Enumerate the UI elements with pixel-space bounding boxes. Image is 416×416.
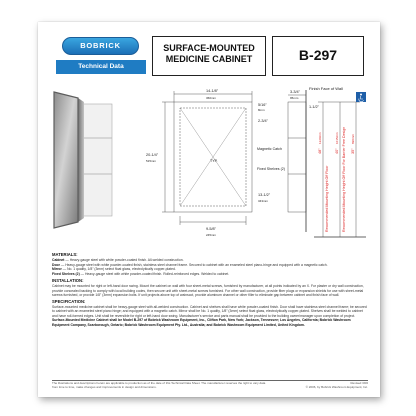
specification-heading: SPECIFICATION: xyxy=(52,298,86,304)
inside-width-mm-label: 245mm xyxy=(206,233,217,237)
materials-heading: MATERIALS: xyxy=(52,251,78,257)
mounting-height-label: Recommended Mounting Height Off Floor xyxy=(325,165,329,232)
height-mm-label: 515mm xyxy=(146,159,157,163)
side-depth-mm-label: 95mm xyxy=(290,96,299,100)
bobrick-logo: BOBRICK xyxy=(62,37,139,55)
magnetic-catch-label: Magnetic Catch xyxy=(257,147,282,151)
side-depth-label: 3-3/4" xyxy=(290,90,301,94)
right-offset-label: 1-1/2" xyxy=(309,105,320,109)
barrier-free-height-label: Recommended Mounting Height Off Floor For Barrier Free Design xyxy=(342,126,346,232)
spec-text xyxy=(52,250,368,327)
height-40-mm-label: 1015mm xyxy=(335,132,339,144)
door-edge xyxy=(78,98,84,222)
height-35-label: 35" xyxy=(351,148,355,154)
inside-height-label: 13-1/2" xyxy=(258,193,271,197)
specification-text: Surface-mounted medicine cabinet shall be heavy-gauge steel with all-welded construction. Cabinet and shelves shall have white powder-coated finish. Door shall have stainless steel channel frame; be secured to cabinet with an enameled steel piano hinge; and equipped with a magnetic catch. Mirror shall be No. 1 quality, 1/8" (3mm) select float glass, electrolytically copper-plated. Shelves shall be welded to cabinet and have roll-formed edges. Unit shall be reversible for right or left-hand door swing. Manufacturer's service and parts manual shall be provided to the building owner/manager upon completion of project. xyxy=(52,304,367,318)
footer-revision xyxy=(298,382,368,389)
material-door: Door — Heavy-gauge steel with white powder-coated finish, stainless steel channel frame. Secured to cabinet with an enameled steel piano-hinge and equipped with a magnetic catch. xyxy=(52,262,328,267)
technical-data-sheet xyxy=(38,22,380,397)
technical-data-label: Technical Data xyxy=(56,60,146,74)
width-label: 14-1/8" xyxy=(206,89,219,93)
mirror-door xyxy=(54,92,78,228)
revision-date: Revised 3/06 xyxy=(350,381,368,385)
copyright: © 2006, by Bobrick Washroom Equipment, Inc. xyxy=(305,384,368,389)
footer-disclaimer: The illustrations and descriptions herein are applicable to production as of the date of this Technical Data Sheet. The manufacturer reserves the right to vary data from time to time, make changes and improvements in design and dimensions. xyxy=(52,381,266,389)
material-shelves: Fixed Shelves (2) — Heavy-gauge steel with white powder-coated finish. Rolled-reinforced edges. Welded to cabinet. xyxy=(52,272,230,277)
height-40-label: 40" xyxy=(335,148,339,154)
typ-label: TYP. xyxy=(210,159,218,163)
title-line-2: MEDICINE CABINET xyxy=(165,54,253,64)
inside-height-mm-label: 343mm xyxy=(258,199,269,203)
brand-block xyxy=(56,36,146,76)
installation-text: Cabinet may be mounted for right or left-hand door swing. Mount the cabinet on wall with four sheet-metal screws, furnished by manufacturer, at all points indicated by an X. For plaster or dry wall construction, provide concealed backing to comply with local building codes, then secure unit with sheet-metal screws furnished. For other wall construction, provide fiber plugs or expansion shields for use with sheet-metal screws furnished, or provide 1/8" (3mm) expansion bolts. If unit projects above top of wainscot, provide aluminum channel or other filler to eliminate gap between cabinet and finish face of wall. xyxy=(52,284,364,297)
material-mirror: Mirror — No. 1 quality, 1/8" (3mm) select float glass, electrolytically copper-plated. xyxy=(52,267,176,272)
width-mm-label: 360mm xyxy=(206,96,217,100)
title-line-1: SURFACE-MOUNTED xyxy=(163,43,255,53)
height-label: 20-1/4" xyxy=(146,153,159,157)
fixed-shelves-label: Fixed Shelves (2) xyxy=(257,167,285,171)
inside-top-label: 2-3/4" xyxy=(258,119,269,123)
inside-width-label: 9-5/8" xyxy=(206,227,217,231)
height-48-label: 48" xyxy=(318,148,322,154)
side-view-outline xyxy=(288,102,306,212)
dimension-drawing xyxy=(118,82,370,242)
installation-heading: INSTALLATION: xyxy=(52,277,84,283)
model-number: B-297 xyxy=(272,36,364,76)
depth-label: 5/16" xyxy=(258,103,267,107)
height-48-mm-label: 1220mm xyxy=(318,132,322,144)
finish-face-label: Finish Face of Wall xyxy=(309,86,343,91)
specification-model-text: Surface-Mounted Medicine Cabinet shall be Model B-297 of Bobrick Washroom Equipment, Inc., Clifton Park, New York; Jackson, Tennessee; Los Angeles, California; Bobrick Washroom Equipment Company, Scarborough, Ontario; Bobrick Washroom Equipment Pty. Ltd., Australia; and Bobrick Washroom Equipment Limited, United Kingdom. xyxy=(52,318,351,327)
material-cabinet: Cabinet — Heavy-gauge steel with white powder-coated finish. All-welded construction. xyxy=(52,257,184,262)
cabinet-interior xyxy=(82,104,112,216)
height-35-mm-label: 890mm xyxy=(351,133,355,144)
product-photo xyxy=(52,86,114,236)
accessibility-icon xyxy=(356,92,366,102)
page-title xyxy=(152,36,266,76)
depth-mm-label: 8mm xyxy=(258,108,265,112)
